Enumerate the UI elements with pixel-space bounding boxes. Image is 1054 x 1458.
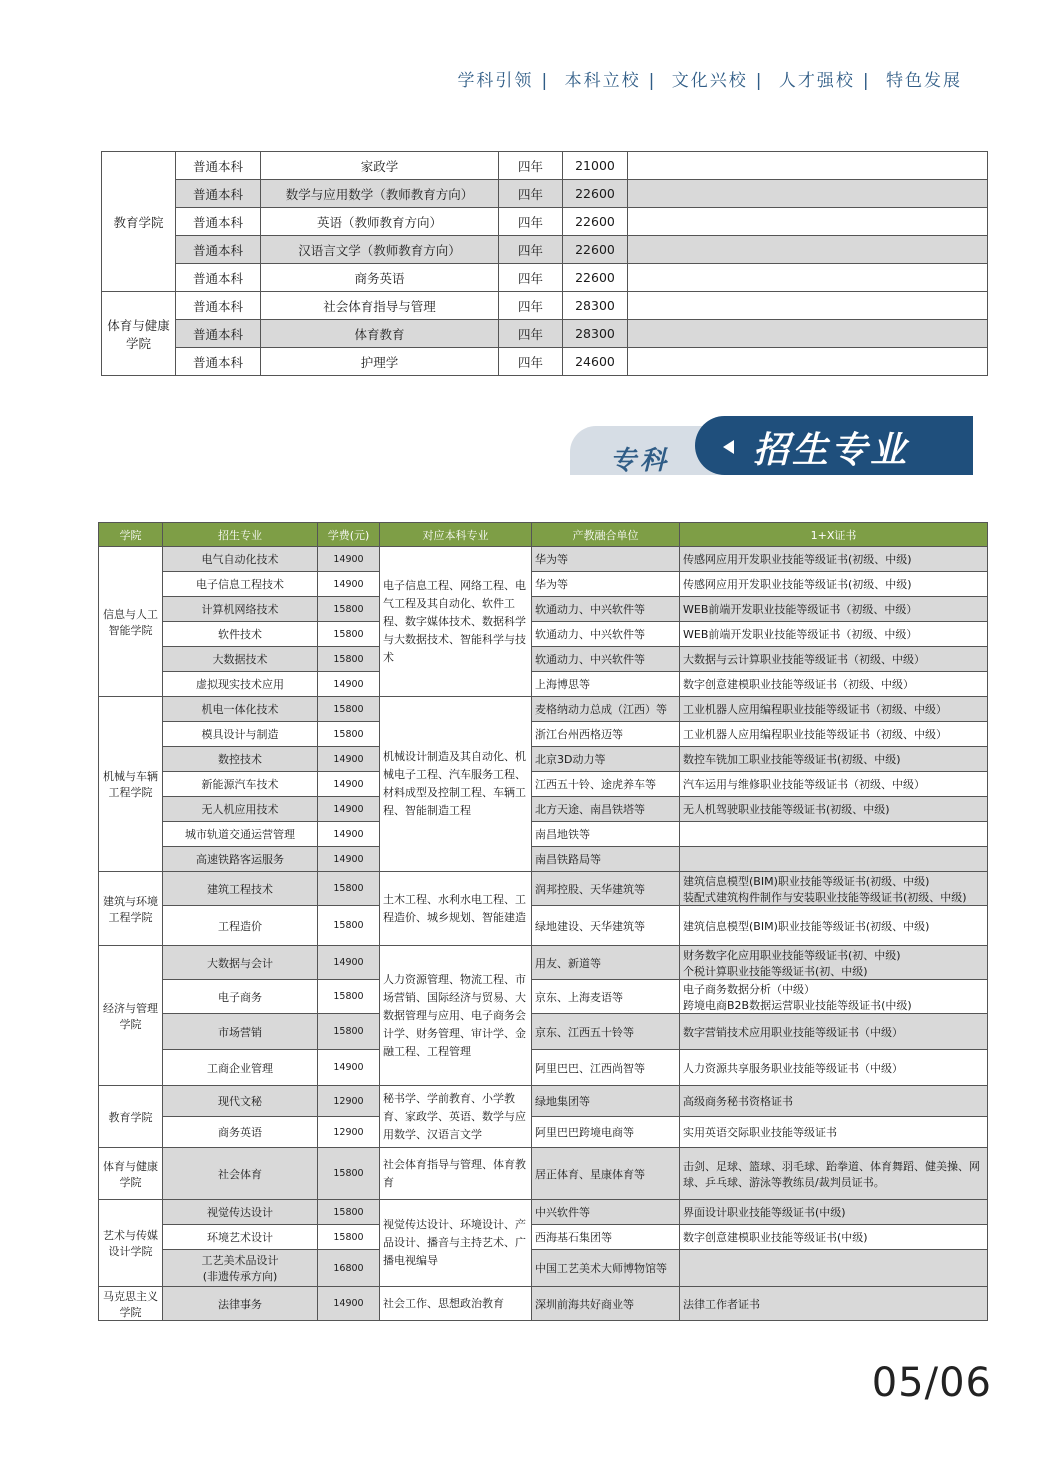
cert-cell: 建筑信息模型(BIM)职业技能等级证书(初级、中级) <box>680 906 988 946</box>
slogan-item: 特色发展 <box>886 71 962 91</box>
college-cell: 教育学院 <box>99 1086 163 1148</box>
fee-cell: 14900 <box>318 847 380 872</box>
partner-cell: 绿地建设、天华建筑等 <box>532 906 680 946</box>
cert-cell: 法律工作者证书 <box>680 1287 988 1321</box>
major-cell: 虚拟现实技术应用 <box>163 672 318 697</box>
slogan-item: 本科立校 <box>564 71 641 91</box>
major-cell: 电子商务 <box>163 980 318 1014</box>
partner-cell: 江西五十铃、途虎养车等 <box>532 772 680 797</box>
major-cell: 无人机应用技术 <box>163 797 318 822</box>
partner-cell: 浙江台州西格迈等 <box>532 722 680 747</box>
major-cell: 汉语言文学（教师教育方向） <box>261 236 499 264</box>
fee-cell: 14900 <box>318 822 380 847</box>
fee-cell: 15800 <box>318 597 380 622</box>
major-cell: 大数据技术 <box>163 647 318 672</box>
partner-cell: 软通动力、中兴软件等 <box>532 647 680 672</box>
level-cell: 普通本科 <box>176 292 261 320</box>
partner-cell: 京东、江西五十铃等 <box>532 1014 680 1050</box>
section-banner <box>570 416 973 475</box>
cert-cell: 工业机器人应用编程职业技能等级证书（初级、中级） <box>680 697 988 722</box>
partner-cell: 润邦控股、天华建筑等 <box>532 872 680 906</box>
major-cell: 机电一体化技术 <box>163 697 318 722</box>
table-row <box>99 547 988 572</box>
major-cell: 电子信息工程技术 <box>163 572 318 597</box>
table-row <box>102 348 988 376</box>
table-row <box>99 980 988 1014</box>
partner-cell: 南昌地铁等 <box>532 822 680 847</box>
fee-cell: 15800 <box>318 1225 380 1250</box>
college-cell: 体育与健康学院 <box>102 292 176 376</box>
partner-cell: 绿地集团等 <box>532 1086 680 1117</box>
partner-cell: 居正体育、星康体育等 <box>532 1148 680 1200</box>
partner-cell: 南昌铁路局等 <box>532 847 680 872</box>
table-row <box>99 1287 988 1321</box>
cert-cell <box>680 847 988 872</box>
fee-cell: 15800 <box>318 1200 380 1225</box>
fee-cell: 15800 <box>318 1014 380 1050</box>
years-cell: 四年 <box>499 320 563 348</box>
table-row <box>99 872 988 906</box>
fee-cell: 14900 <box>318 772 380 797</box>
years-cell: 四年 <box>499 208 563 236</box>
partner-cell: 中国工艺美术大师博物馆等 <box>532 1250 680 1287</box>
cert-cell: 数字创意建模职业技能等级证书（初级、中级） <box>680 672 988 697</box>
table-row <box>99 1117 988 1148</box>
associate-majors-table <box>98 522 988 1321</box>
fee-cell: 14900 <box>318 672 380 697</box>
table-row <box>99 772 988 797</box>
note-cell <box>628 152 988 180</box>
fee-cell: 15800 <box>318 1148 380 1200</box>
partner-cell: 深圳前海共好商业等 <box>532 1287 680 1321</box>
college-cell: 机械与车辆工程学院 <box>99 697 163 872</box>
mapped-majors-cell: 视觉传达设计、环境设计、产品设计、播音与主持艺术、广播电视编导 <box>380 1200 532 1287</box>
mapped-majors-cell: 秘书学、学前教育、小学教育、家政学、英语、数学与应用数学、汉语言文学 <box>380 1086 532 1148</box>
fee-cell: 15800 <box>318 872 380 906</box>
cert-cell: WEB前端开发职业技能等级证书（初级、中级） <box>680 597 988 622</box>
major-cell: 社会体育 <box>163 1148 318 1200</box>
major-cell: 家政学 <box>261 152 499 180</box>
table-row <box>99 1014 988 1050</box>
note-cell <box>628 292 988 320</box>
cert-cell: 工业机器人应用编程职业技能等级证书（初级、中级） <box>680 722 988 747</box>
mapped-majors-cell: 社会工作、思想政治教育 <box>380 1287 532 1321</box>
partner-cell: 阿里巴巴、江西尚智等 <box>532 1050 680 1086</box>
level-cell: 普通本科 <box>176 236 261 264</box>
bachelor-majors-table <box>101 151 988 376</box>
partner-cell: 上海博思等 <box>532 672 680 697</box>
cert-cell: 数字营销技术应用职业技能等级证书（中级） <box>680 1014 988 1050</box>
banner-right-tab <box>695 416 973 475</box>
college-cell: 马克思主义学院 <box>99 1287 163 1321</box>
slogan-item: 学科引领 <box>457 71 534 91</box>
fee-cell: 24600 <box>563 348 628 376</box>
table-row <box>102 292 988 320</box>
cert-cell: 传感网应用开发职业技能等级证书(初级、中级) <box>680 547 988 572</box>
college-cell: 教育学院 <box>102 152 176 292</box>
partner-cell: 软通动力、中兴软件等 <box>532 622 680 647</box>
level-cell: 普通本科 <box>176 152 261 180</box>
years-cell: 四年 <box>499 152 563 180</box>
partner-cell: 华为等 <box>532 547 680 572</box>
note-cell <box>628 264 988 292</box>
fee-cell: 14900 <box>318 1050 380 1086</box>
table-row <box>99 722 988 747</box>
major-cell: 社会体育指导与管理 <box>261 292 499 320</box>
fee-cell: 14900 <box>318 572 380 597</box>
partner-cell: 华为等 <box>532 572 680 597</box>
mapped-majors-cell: 社会体育指导与管理、体育教育 <box>380 1148 532 1200</box>
table-row <box>99 647 988 672</box>
table-row <box>99 622 988 647</box>
partner-cell: 用友、新道等 <box>532 946 680 980</box>
table-row <box>99 697 988 722</box>
partner-cell: 北京3D动力等 <box>532 747 680 772</box>
fee-cell: 22600 <box>563 208 628 236</box>
fee-cell: 14900 <box>318 946 380 980</box>
mapped-majors-cell: 土木工程、水利水电工程、工程造价、城乡规划、智能建造 <box>380 872 532 946</box>
cert-cell: 电子商务数据分析（中级） 跨境电商B2B数据运营职业技能等级证书(中级) <box>680 980 988 1014</box>
table-row <box>99 1050 988 1086</box>
table-row <box>99 747 988 772</box>
table-row <box>99 847 988 872</box>
major-cell: 护理学 <box>261 348 499 376</box>
major-cell: 环境艺术设计 <box>163 1225 318 1250</box>
table-row <box>102 180 988 208</box>
header-major: 招生专业 <box>163 523 318 547</box>
header-fee: 学费(元) <box>318 523 380 547</box>
major-cell: 工艺美术品设计 (非遗传承方向) <box>163 1250 318 1287</box>
table-row <box>99 946 988 980</box>
table-row <box>99 797 988 822</box>
fee-cell: 22600 <box>563 236 628 264</box>
note-cell <box>628 236 988 264</box>
major-cell: 法律事务 <box>163 1287 318 1321</box>
table-row <box>102 208 988 236</box>
fee-cell: 15800 <box>318 622 380 647</box>
cert-cell: 数控车铣加工职业技能等级证书(初级、中级) <box>680 747 988 772</box>
years-cell: 四年 <box>499 348 563 376</box>
level-cell: 普通本科 <box>176 264 261 292</box>
major-cell: 工商企业管理 <box>163 1050 318 1086</box>
table-row <box>99 572 988 597</box>
college-cell: 艺术与传媒设计学院 <box>99 1200 163 1287</box>
fee-cell: 28300 <box>563 320 628 348</box>
major-cell: 高速铁路客运服务 <box>163 847 318 872</box>
major-cell: 商务英语 <box>163 1117 318 1148</box>
table-row <box>102 264 988 292</box>
cert-cell <box>680 1250 988 1287</box>
major-cell: 体育教育 <box>261 320 499 348</box>
fee-cell: 14900 <box>318 797 380 822</box>
partner-cell: 麦格纳动力总成（江西）等 <box>532 697 680 722</box>
cert-cell: 击剑、足球、篮球、羽毛球、跆拳道、体育舞蹈、健美操、网球、乒乓球、游泳等教练员/裁判员证书。 <box>680 1148 988 1200</box>
cert-cell: 界面设计职业技能等级证书(中级) <box>680 1200 988 1225</box>
slogan-item: 文化兴校 <box>671 71 748 91</box>
fee-cell: 22600 <box>563 180 628 208</box>
fee-cell: 15800 <box>318 697 380 722</box>
page-number: 05/06 <box>871 1360 992 1406</box>
cert-cell: 实用英语交际职业技能等级证书 <box>680 1117 988 1148</box>
fee-cell: 14900 <box>318 747 380 772</box>
table-row <box>99 1250 988 1287</box>
level-cell: 普通本科 <box>176 180 261 208</box>
cert-cell <box>680 822 988 847</box>
note-cell <box>628 348 988 376</box>
cert-cell: 人力资源共享服务职业技能等级证书（中级） <box>680 1050 988 1086</box>
header-cert: 1+X证书 <box>680 523 988 547</box>
college-cell: 建筑与环境工程学院 <box>99 872 163 946</box>
header-partner: 产教融合单位 <box>532 523 680 547</box>
header-mapped: 对应本科专业 <box>380 523 532 547</box>
cert-cell: 大数据与云计算职业技能等级证书（初级、中级） <box>680 647 988 672</box>
cert-cell: 财务数字化应用职业技能等级证书(初、中级) 个税计算职业技能等级证书(初、中级) <box>680 946 988 980</box>
fee-cell: 15800 <box>318 906 380 946</box>
college-cell: 经济与管理学院 <box>99 946 163 1086</box>
fee-cell: 28300 <box>563 292 628 320</box>
college-cell: 信息与人工智能学院 <box>99 547 163 697</box>
table-row <box>99 597 988 622</box>
fee-cell: 12900 <box>318 1117 380 1148</box>
table-row <box>102 152 988 180</box>
major-cell: 建筑工程技术 <box>163 872 318 906</box>
major-cell: 视觉传达设计 <box>163 1200 318 1225</box>
partner-cell: 阿里巴巴跨境电商等 <box>532 1117 680 1148</box>
table-header-row <box>99 523 988 547</box>
fee-cell: 22600 <box>563 264 628 292</box>
years-cell: 四年 <box>499 292 563 320</box>
triangle-left-icon <box>723 440 734 454</box>
table-row <box>99 906 988 946</box>
partner-cell: 软通动力、中兴软件等 <box>532 597 680 622</box>
cert-cell: 建筑信息模型(BIM)职业技能等级证书(初级、中级) 装配式建筑构件制作与安装职业技能等级证书(初级、中级) <box>680 872 988 906</box>
major-cell: 数学与应用数学（教师教育方向） <box>261 180 499 208</box>
table-row <box>99 1225 988 1250</box>
major-cell: 模具设计与制造 <box>163 722 318 747</box>
header-slogan: 学科引领 | 本科立校 | 文化兴校 | 人才强校 | 特色发展 <box>457 71 962 91</box>
major-cell: 工程造价 <box>163 906 318 946</box>
level-cell: 普通本科 <box>176 320 261 348</box>
major-cell: 大数据与会计 <box>163 946 318 980</box>
college-cell: 体育与健康学院 <box>99 1148 163 1200</box>
major-cell: 新能源汽车技术 <box>163 772 318 797</box>
mapped-majors-cell: 人力资源管理、物流工程、市场营销、国际经济与贸易、大数据管理与应用、电子商务会计学、财务管理、审计学、金融工程、工程管理 <box>380 946 532 1086</box>
major-cell: 城市轨道交通运营管理 <box>163 822 318 847</box>
table-row <box>99 1086 988 1117</box>
level-cell: 普通本科 <box>176 348 261 376</box>
major-cell: 数控技术 <box>163 747 318 772</box>
fee-cell: 15800 <box>318 980 380 1014</box>
header-college: 学院 <box>99 523 163 547</box>
mapped-majors-cell: 机械设计制造及其自动化、机械电子工程、汽车服务工程、材料成型及控制工程、车辆工程、智能制造工程 <box>380 697 532 872</box>
major-cell: 市场营销 <box>163 1014 318 1050</box>
fee-cell: 21000 <box>563 152 628 180</box>
slogan-item: 人才强校 <box>778 71 855 91</box>
major-cell: 英语（教师教育方向） <box>261 208 499 236</box>
cert-cell: 高级商务秘书资格证书 <box>680 1086 988 1117</box>
fee-cell: 16800 <box>318 1250 380 1287</box>
table-row <box>99 1200 988 1225</box>
fee-cell: 15800 <box>318 722 380 747</box>
cert-cell: WEB前端开发职业技能等级证书（初级、中级） <box>680 622 988 647</box>
fee-cell: 14900 <box>318 547 380 572</box>
table-row <box>99 672 988 697</box>
major-cell: 商务英语 <box>261 264 499 292</box>
years-cell: 四年 <box>499 236 563 264</box>
cert-cell: 无人机驾驶职业技能等级证书(初级、中级) <box>680 797 988 822</box>
table-row <box>99 1148 988 1200</box>
mapped-majors-cell: 电子信息工程、网络工程、电气工程及其自动化、软件工程、数字媒体技术、数据科学与大数据技术、智能科学与技术 <box>380 547 532 697</box>
note-cell <box>628 320 988 348</box>
table-row <box>99 822 988 847</box>
cert-cell: 传感网应用开发职业技能等级证书(初级、中级) <box>680 572 988 597</box>
table-row <box>102 320 988 348</box>
partner-cell: 中兴软件等 <box>532 1200 680 1225</box>
banner-left-label: 专科 <box>610 446 671 476</box>
years-cell: 四年 <box>499 180 563 208</box>
years-cell: 四年 <box>499 264 563 292</box>
partner-cell: 西海基石集团等 <box>532 1225 680 1250</box>
fee-cell: 12900 <box>318 1086 380 1117</box>
level-cell: 普通本科 <box>176 208 261 236</box>
cert-cell: 数字创意建模职业技能等级证书(中级) <box>680 1225 988 1250</box>
banner-title: 招生专业 <box>753 430 910 471</box>
major-cell: 软件技术 <box>163 622 318 647</box>
fee-cell: 14900 <box>318 1287 380 1321</box>
major-cell: 现代文秘 <box>163 1086 318 1117</box>
major-cell: 电气自动化技术 <box>163 547 318 572</box>
note-cell <box>628 208 988 236</box>
fee-cell: 15800 <box>318 647 380 672</box>
cert-cell: 汽车运用与维修职业技能等级证书（初级、中级） <box>680 772 988 797</box>
note-cell <box>628 180 988 208</box>
major-cell: 计算机网络技术 <box>163 597 318 622</box>
table-row <box>102 236 988 264</box>
partner-cell: 北方天途、南昌铁塔等 <box>532 797 680 822</box>
partner-cell: 京东、上海麦语等 <box>532 980 680 1014</box>
